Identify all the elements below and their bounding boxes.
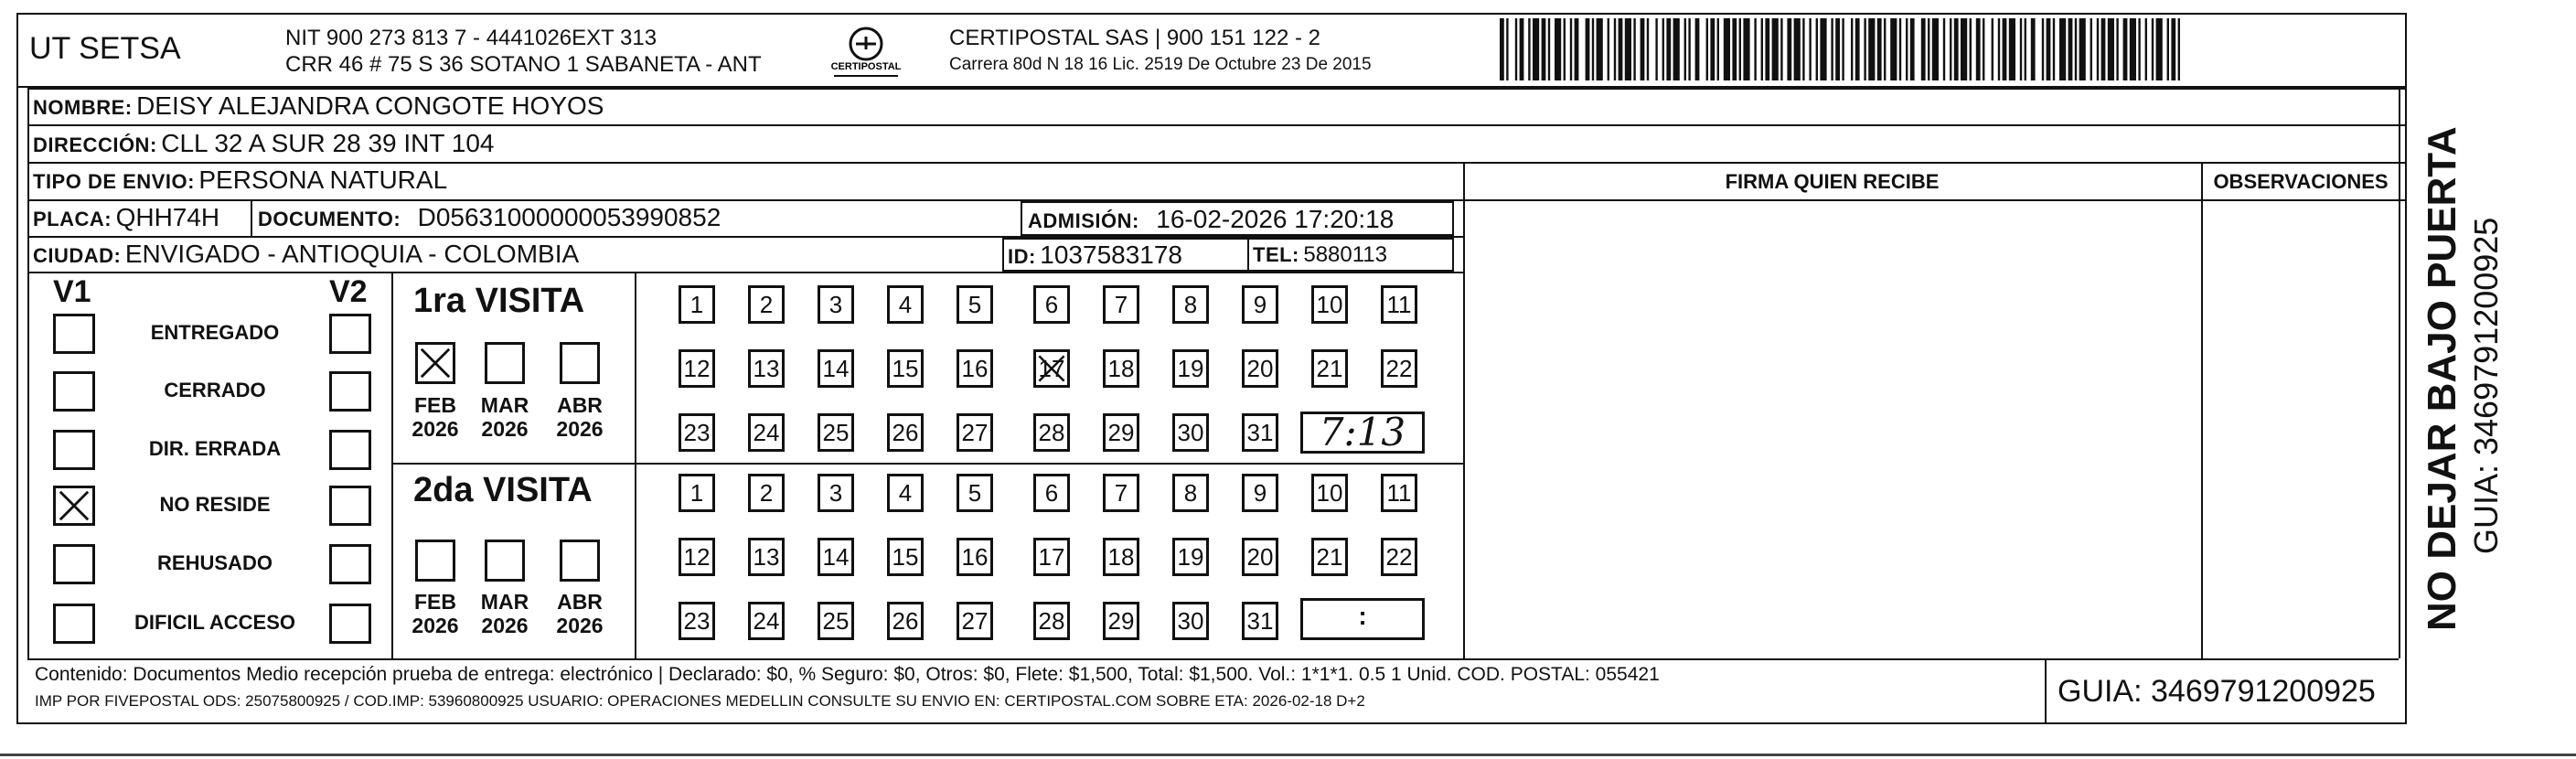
row-line [27,88,2407,90]
v1-checkbox[interactable] [53,486,95,526]
first-visit-day-21[interactable]: 21 [1311,349,1348,388]
second-visit-day-8[interactable]: 8 [1172,474,1209,512]
admision-row [1028,205,1394,234]
first-visit-day-15[interactable]: 15 [887,349,924,388]
bottom-edge [0,754,2576,756]
month-name: MAR [480,590,529,614]
ciudad-value: ENVIGADO - ANTIOQUIA - COLOMBIA [124,240,580,268]
nombre-value: DEISY ALEJANDRA CONGOTE HOYOS [136,91,604,120]
observaciones-header: OBSERVACIONES [2213,170,2389,193]
second-visit-month-label [547,590,613,637]
first-visit-day-3[interactable]: 3 [818,285,854,324]
second-visit-day-2[interactable]: 2 [748,474,785,512]
ciudad-label: CIUDAD: [33,244,122,267]
placa-label: PLACA: [33,208,112,230]
side-guia: GUIA: 3469791200925 [2467,217,2505,554]
first-visit-day-11[interactable]: 11 [1381,285,1417,324]
documento-row [258,203,721,232]
day-number: 17 [1038,355,1065,382]
second-visit-day-16[interactable]: 16 [957,538,993,576]
first-visit-day-7[interactable]: 7 [1103,285,1139,324]
nombre-row [33,91,604,121]
first-visit-day-29[interactable]: 29 [1103,413,1139,452]
first-visit-day-6[interactable]: 6 [1033,285,1070,324]
second-visit-day-12[interactable]: 12 [679,538,715,576]
first-visit-day-2[interactable]: 2 [748,285,785,324]
v1-checkbox[interactable] [53,314,95,354]
row-line [391,463,1463,465]
first-visit-day-26[interactable]: 26 [887,413,924,452]
second-visit-day-10[interactable]: 10 [1311,474,1348,512]
first-visit-time: 7:13 [1319,410,1406,454]
direccion-label: DIRECCIÓN: [33,134,157,156]
second-visit-day-17[interactable]: 17 [1033,538,1070,576]
month-name: ABR [557,590,603,614]
second-visit-day-15[interactable]: 15 [887,538,924,576]
second-visit-day-21[interactable]: 21 [1311,538,1348,576]
first-visit-day-10[interactable]: 10 [1311,285,1348,324]
col-line [2399,88,2400,658]
footer-contenido: Contenido: Documentos Medio recepción prueba de entrega: electrónico | Declarado: $0, % Seguro: $0, Otros: $0, Flete: $1,500, Total: $1,500. Vol.: 1*1*1. 0.5 1 Unid. COD. POSTAL: 055421 [35,664,1660,685]
v1-checkbox[interactable] [53,544,95,584]
tipo-value: PERSONA NATURAL [198,166,448,194]
col-line [635,272,636,658]
v2-label: V2 [329,274,368,309]
second-visit-month-checkbox[interactable] [485,540,525,582]
ciudad-row [33,240,579,269]
second-visit-day-3[interactable]: 3 [818,474,854,512]
first-visit-day-12[interactable]: 12 [679,349,715,388]
second-visit-title: 2da VISITA [413,471,593,509]
month-year: 2026 [481,614,529,637]
row-line [27,162,2407,164]
tipo-row [33,166,447,195]
first-visit-day-27[interactable]: 27 [957,413,993,452]
first-visit-month-checkbox[interactable] [415,342,455,384]
first-visit-day-5[interactable]: 5 [957,285,993,324]
second-visit-day-30[interactable]: 30 [1172,602,1209,640]
company-name: UT SETSA [29,31,181,66]
footer-guia: GUIA: 3469791200925 [2058,674,2376,709]
first-visit-day-30[interactable]: 30 [1172,413,1209,452]
month-year: 2026 [412,417,459,441]
company-address: CRR 46 # 75 S 36 SOTANO 1 SABANETA - ANT [285,52,762,77]
first-visit-day-24[interactable]: 24 [748,413,785,452]
second-visit-day-9[interactable]: 9 [1242,474,1278,512]
tipo-label: TIPO DE ENVIO: [33,170,195,193]
first-visit-title: 1ra VISITA [413,282,585,320]
side-warning: NO DEJAR BAJO PUERTA [2420,126,2464,631]
second-visit-day-22[interactable]: 22 [1381,538,1417,576]
company-nit: NIT 900 273 813 7 - 4441026EXT 313 [285,26,657,50]
second-visit-day-13[interactable]: 13 [748,538,785,576]
reason-label: REHUSADO [157,551,273,574]
reason-label: CERRADO [164,379,266,401]
reason-label: NO RESIDE [159,493,271,516]
v2-checkbox[interactable] [329,314,371,354]
reason-label: ENTREGADO [150,321,280,344]
first-visit-day-14[interactable]: 14 [818,349,854,388]
row-line [27,124,2407,126]
second-visit-time: : [1358,602,1367,630]
first-visit-day-9[interactable]: 9 [1242,285,1278,324]
month-name: FEB [414,590,456,614]
first-visit-day-18[interactable]: 18 [1103,349,1139,388]
month-name: MAR [480,393,529,417]
first-visit-day-31[interactable]: 31 [1242,413,1278,452]
direccion-row [33,129,494,158]
reason-label: DIFICIL ACCESO [134,611,295,634]
second-visit-day-29[interactable]: 29 [1103,602,1139,640]
first-visit-month-label [547,393,613,441]
id-label: ID: [1008,245,1036,268]
first-visit-day-16[interactable]: 16 [957,349,993,388]
first-visit-day-19[interactable]: 19 [1172,349,1209,388]
v1-checkbox[interactable] [53,371,95,412]
second-visit-day-26[interactable]: 26 [887,602,924,640]
second-visit-month-checkbox[interactable] [560,540,600,582]
first-visit-day-22[interactable]: 22 [1381,349,1417,388]
second-visit-month-label [472,590,538,637]
first-visit-month-label [472,393,538,441]
first-visit-month-checkbox[interactable] [485,342,525,384]
barcode [1498,18,2184,80]
second-visit-day-31[interactable]: 31 [1242,602,1278,640]
placa-value: QHH74H [115,203,220,231]
second-visit-month-checkbox[interactable] [415,540,455,582]
month-name: ABR [557,393,603,417]
month-year: 2026 [556,614,604,637]
row-line [27,658,2399,660]
first-visit-day-25[interactable]: 25 [818,413,854,452]
first-visit-day-13[interactable]: 13 [748,349,785,388]
first-visit-month-label [402,393,468,441]
v1-checkbox[interactable] [53,430,95,470]
v2-checkbox[interactable] [329,371,371,412]
first-visit-day-20[interactable]: 20 [1242,349,1278,388]
row-line [27,272,1463,273]
direccion-value: CLL 32 A SUR 28 39 INT 104 [161,129,495,157]
second-visit-day-11[interactable]: 11 [1381,474,1417,512]
month-year: 2026 [481,417,529,441]
col-line [391,272,393,658]
documento-label: DOCUMENTO: [258,208,401,230]
v1-checkbox[interactable] [53,604,95,644]
first-visit-day-28[interactable]: 28 [1033,413,1070,452]
first-visit-day-8[interactable]: 8 [1172,285,1209,324]
month-year: 2026 [412,614,459,637]
second-visit-day-7[interactable]: 7 [1103,474,1139,512]
footer-imp: IMP POR FIVEPOSTAL ODS: 25075800925 / COD.IMP: 53960800925 USUARIO: OPERACIONES MEDELLIN CONSULTE SU ENVIO EN: CERTIPOSTAL.COM SOBRE ETA: 2026-02-18 D+2 [35,692,1365,710]
second-visit-day-24[interactable]: 24 [748,602,785,640]
certipostal-logo-icon [825,24,907,80]
second-visit-day-18[interactable]: 18 [1103,538,1139,576]
first-visit-day-17[interactable] [1033,349,1070,388]
v2-checkbox[interactable] [329,544,371,584]
tel-row [1253,242,1387,268]
documento-value: D05631000000053990852 [417,203,721,231]
tel-label: TEL: [1253,243,1299,266]
placa-row [33,203,219,232]
carrier-line-1: CERTIPOSTAL SAS | 900 151 122 - 2 [949,26,1320,50]
v2-checkbox[interactable] [329,486,371,526]
second-visit-day-20[interactable]: 20 [1242,538,1278,576]
col-line [1463,162,1465,658]
reason-label: DIR. ERRADA [148,437,282,460]
tel-value: 5880113 [1303,242,1387,267]
first-visit-day-1[interactable]: 1 [679,285,715,324]
month-name: FEB [414,393,456,417]
second-visit-day-25[interactable]: 25 [818,602,854,640]
first-visit-day-23[interactable]: 23 [679,413,715,452]
second-visit-day-14[interactable]: 14 [818,538,854,576]
second-visit-day-5[interactable]: 5 [957,474,993,512]
id-value: 1037583178 [1040,241,1183,269]
second-visit-day-19[interactable]: 19 [1172,538,1209,576]
second-visit-day-1[interactable]: 1 [679,474,715,512]
col-line [27,88,29,658]
month-year: 2026 [556,417,604,441]
first-visit-month-checkbox[interactable] [560,342,600,384]
id-row [1008,241,1182,270]
v2-checkbox[interactable] [329,430,371,470]
admision-label: ADMISIÓN: [1028,209,1139,232]
second-visit-day-6[interactable]: 6 [1033,474,1070,512]
first-visit-day-4[interactable]: 4 [887,285,924,324]
col-line [2201,162,2203,658]
col-line [2045,658,2047,724]
second-visit-day-28[interactable]: 28 [1033,602,1070,640]
second-visit-day-27[interactable]: 27 [957,602,993,640]
carrier-line-2: Carrera 80d N 18 16 Lic. 2519 De Octubre 23 De 2015 [949,55,1372,74]
svg-text:CERTIPOSTAL: CERTIPOSTAL [830,61,902,72]
second-visit-day-4[interactable]: 4 [887,474,924,512]
firma-header: FIRMA QUIEN RECIBE [1725,170,1940,193]
v2-checkbox[interactable] [329,604,371,644]
admision-value: 16-02-2026 17:20:18 [1156,205,1395,233]
v1-label: V1 [53,274,91,309]
nombre-label: NOMBRE: [33,96,133,119]
second-visit-month-label [402,590,468,637]
second-visit-day-23[interactable]: 23 [679,602,715,640]
col-line [251,199,252,236]
